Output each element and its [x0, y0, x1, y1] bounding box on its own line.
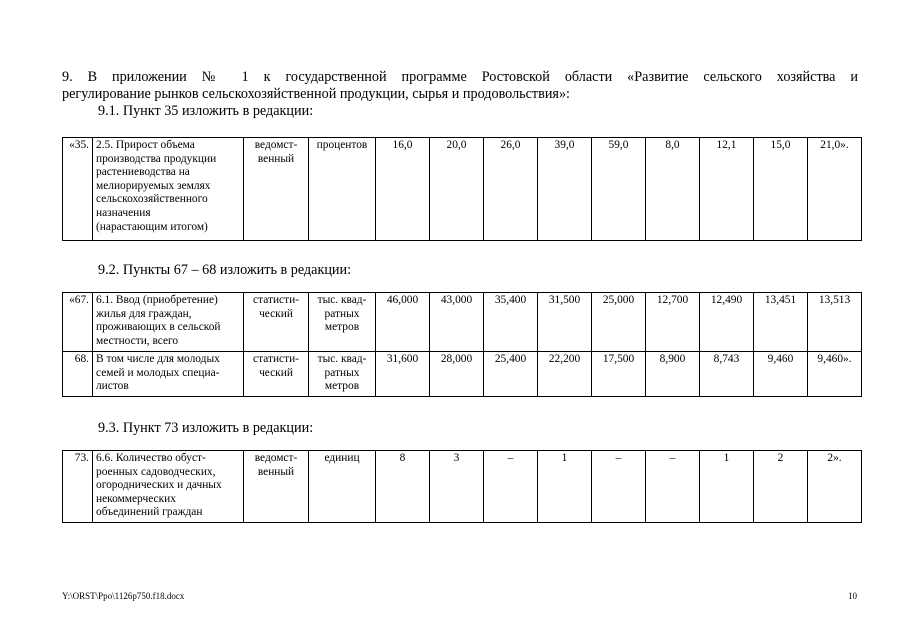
indicator-name-cell: [93, 352, 244, 397]
indicator-name-cell-line: местности, всего: [96, 334, 179, 347]
indicator-name-cell-line: сельскохозяйственного: [96, 193, 208, 206]
value-cell: –: [484, 451, 538, 523]
unit-cell-line: ратных: [324, 366, 360, 379]
unit-cell: [309, 451, 376, 523]
value-cell: –: [592, 451, 646, 523]
indicator-name-cell-line: растениеводства на: [96, 166, 190, 179]
data-source-cell-line: венный: [257, 152, 295, 165]
row-number-cell: «35.: [63, 138, 93, 241]
data-source-cell: [244, 352, 309, 397]
table-point-35: [62, 137, 862, 241]
value-cell: 8,900: [646, 352, 700, 397]
table-row: [63, 451, 862, 523]
indicator-name-cell-line: листов: [96, 380, 129, 393]
indicator-name-cell-line: назначения: [96, 206, 151, 219]
indicator-name-cell-line: объединений граждан: [96, 506, 203, 519]
value-cell: 16,0: [376, 138, 430, 241]
value-cell: 46,000: [376, 293, 430, 352]
value-cell: 35,400: [484, 293, 538, 352]
value-cell: 13,513: [808, 293, 862, 352]
data-source-cell: [244, 293, 309, 352]
value-cell: 8,0: [646, 138, 700, 241]
page-number: 10: [848, 591, 857, 601]
indicator-name-cell-line: 2.5. Прирост объема: [96, 139, 195, 151]
indicator-name-cell: [93, 451, 244, 523]
indicator-name-cell-line: роенных садоводческих,: [96, 465, 216, 478]
indicator-name-cell: [93, 138, 244, 241]
value-cell: 59,0: [592, 138, 646, 241]
value-cell: 15,0: [754, 138, 808, 241]
indicator-name-cell-line: В том числе для молодых: [96, 353, 220, 365]
value-cell: 20,0: [430, 138, 484, 241]
value-cell: 8,743: [700, 352, 754, 397]
unit-cell: [309, 293, 376, 352]
section-heading-9-3: 9.3. Пункт 73 изложить в редакции:: [98, 420, 314, 436]
indicator-name-cell-line: 6.1. Ввод (приобретение): [96, 294, 218, 306]
value-cell: 12,1: [700, 138, 754, 241]
indicator-name-cell-line: 6.6. Количество обуст-: [96, 452, 206, 464]
value-cell: 43,000: [430, 293, 484, 352]
unit-cell-line: тыс. квад-: [317, 353, 367, 365]
data-source-cell: [244, 451, 309, 523]
table-points-67-68: [62, 292, 862, 397]
unit-cell-line: тыс. квад-: [317, 294, 367, 306]
indicator-name-cell-line: огороднических и дачных: [96, 479, 222, 492]
unit-cell-line: ратных: [324, 307, 360, 320]
unit-cell-line: метров: [324, 321, 360, 334]
unit-cell: [309, 138, 376, 241]
indicator-name-cell-line: некоммерческих: [96, 492, 176, 505]
value-cell: 22,200: [538, 352, 592, 397]
row-number-cell: «67.: [63, 293, 93, 352]
data-source-cell-line: ческий: [259, 307, 293, 320]
paragraph-intro: 9. В приложении № 1 к государственной программе Ростовской области «Развитие сельского хозяйства и: [62, 69, 858, 85]
indicator-name-cell-line: проживающих в сельской: [96, 321, 221, 334]
value-cell: 9,460: [754, 352, 808, 397]
table-row: [63, 293, 862, 352]
value-cell: 25,000: [592, 293, 646, 352]
indicator-name-cell: [93, 293, 244, 352]
data-source-cell: [244, 138, 309, 241]
value-cell: 26,0: [484, 138, 538, 241]
value-cell: 31,600: [376, 352, 430, 397]
footer-file-path: Y:\ORST\Ppo\1126p750.f18.docx: [62, 591, 185, 601]
value-cell: 12,490: [700, 293, 754, 352]
table-row: [63, 352, 862, 397]
value-cell: 3: [430, 451, 484, 523]
value-cell: 2: [754, 451, 808, 523]
value-cell: 2».: [808, 451, 862, 523]
data-source-cell-line: статисти-: [253, 353, 299, 365]
indicator-name-cell-line: мелиорируемых землях: [96, 179, 211, 192]
value-cell: 21,0».: [808, 138, 862, 241]
unit-cell-line: единиц: [324, 452, 360, 464]
indicator-name-cell-line: (нарастающим итогом): [96, 220, 208, 233]
value-cell: 1: [538, 451, 592, 523]
data-source-cell-line: ведомст-: [254, 452, 298, 464]
unit-cell-line: процентов: [316, 139, 368, 151]
value-cell: 25,400: [484, 352, 538, 397]
table-row: [63, 138, 862, 241]
value-cell: 9,460».: [808, 352, 862, 397]
value-cell: 8: [376, 451, 430, 523]
data-source-cell-line: ведомст-: [254, 139, 298, 151]
data-source-cell-line: ческий: [259, 366, 293, 379]
section-heading-9-2: 9.2. Пункты 67 – 68 изложить в редакции:: [98, 262, 352, 278]
indicator-name-cell-line: производства продукции: [96, 152, 217, 165]
row-number-cell: 73.: [63, 451, 93, 523]
unit-cell: [309, 352, 376, 397]
value-cell: –: [646, 451, 700, 523]
row-number-cell: 68.: [63, 352, 93, 397]
value-cell: 13,451: [754, 293, 808, 352]
value-cell: 12,700: [646, 293, 700, 352]
table-point-73: [62, 450, 862, 523]
indicator-name-cell-line: жилья для граждан,: [96, 307, 192, 320]
value-cell: 17,500: [592, 352, 646, 397]
indicator-name-cell-line: семей и молодых специа-: [96, 366, 220, 379]
data-source-cell-line: венный: [257, 465, 295, 478]
value-cell: 31,500: [538, 293, 592, 352]
data-source-cell-line: статисти-: [253, 294, 299, 306]
value-cell: 39,0: [538, 138, 592, 241]
value-cell: 28,000: [430, 352, 484, 397]
unit-cell-line: метров: [324, 380, 360, 393]
value-cell: 1: [700, 451, 754, 523]
paragraph-intro-continuation: регулирование рынков сельскохозяйственной продукции, сырья и продовольствия»:: [62, 86, 570, 102]
section-heading-9-1: 9.1. Пункт 35 изложить в редакции:: [98, 103, 314, 119]
